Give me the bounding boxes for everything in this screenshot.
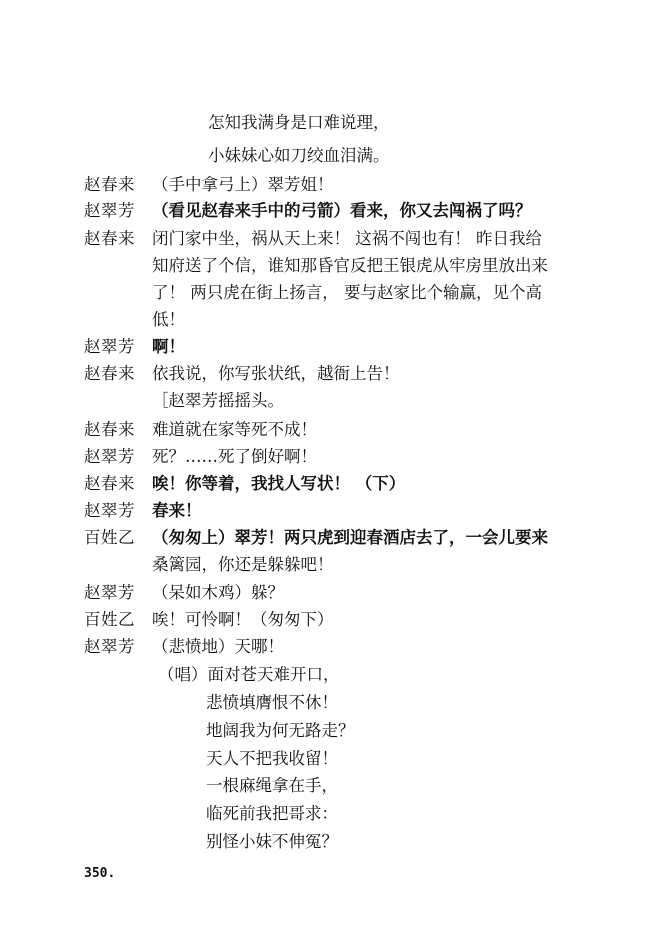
verse-line: 地阔我为何无路走？ bbox=[206, 721, 355, 740]
dialogue-line: 死？……死了倒好啊！ bbox=[152, 447, 317, 466]
dialogue-continuation: 桑篱园，你还是躲躲吧！ bbox=[152, 555, 334, 574]
dialogue-line: （匆匆上）翠芳！两只虎到迎春酒店去了，一会儿要来 bbox=[152, 528, 548, 547]
speaker-name: 百姓乙 bbox=[84, 528, 135, 547]
dialogue-continuation: 低！ bbox=[152, 310, 185, 329]
speaker-name: 赵春来 bbox=[84, 229, 135, 248]
speaker-name: 赵春来 bbox=[84, 474, 135, 493]
speaker-name: 赵翠芳 bbox=[84, 501, 135, 520]
dialogue-line: （呆如木鸡）躲？ bbox=[152, 583, 284, 602]
speaker-name: 赵翠芳 bbox=[84, 447, 135, 466]
verse-line: 悲愤填膺恨不休！ bbox=[206, 693, 338, 712]
speaker-name: 百姓乙 bbox=[84, 610, 135, 629]
dialogue-line: 唉！可怜啊！（匆匆下） bbox=[152, 610, 334, 629]
speaker-name: 赵翠芳 bbox=[84, 337, 135, 356]
dialogue-line: 春来！ bbox=[152, 501, 202, 520]
dialogue-line: （悲愤地）天哪！ bbox=[152, 637, 284, 656]
verse-line: 一根麻绳拿在手， bbox=[206, 776, 338, 795]
dialogue-continuation: 了！ 两只虎在街上扬言， 要与赵家比个输赢，见个高 bbox=[152, 283, 542, 302]
dialogue-continuation: 知府送了个信，谁知那昏官反把王银虎从牢房里放出来 bbox=[152, 256, 548, 275]
stage-direction: ［赵翠芳摇摇头。 bbox=[152, 391, 284, 410]
speaker-name: 赵翠芳 bbox=[84, 583, 135, 602]
dialogue-line: 唉！你等着，我找人写状！ （下） bbox=[152, 474, 406, 493]
dialogue-line: （手中拿弓上）翠芳姐！ bbox=[152, 175, 334, 194]
dialogue-line: 闭门家中坐，祸从天上来！ 这祸不闯也有！ 昨日我给 bbox=[152, 229, 542, 248]
speaker-name: 赵春来 bbox=[84, 175, 135, 194]
verse-line: 怎知我满身是口难说理， bbox=[208, 113, 390, 132]
verse-line: （唱）面对苍天难开口， bbox=[158, 665, 340, 684]
speaker-name: 赵翠芳 bbox=[84, 201, 135, 220]
page-number: 350. bbox=[84, 866, 116, 881]
dialogue-line: 依我说，你写张状纸，越衙上告！ bbox=[152, 364, 400, 383]
dialogue-line: 难道就在家等死不成！ bbox=[152, 420, 317, 439]
dialogue-line: （看见赵春来手中的弓箭）看来，你又去闯祸了吗？ bbox=[152, 201, 532, 220]
speaker-name: 赵春来 bbox=[84, 364, 135, 383]
dialogue-line: 啊！ bbox=[152, 337, 185, 356]
verse-line: 别怪小妹不伸冤？ bbox=[206, 832, 338, 851]
speaker-name: 赵春来 bbox=[84, 420, 135, 439]
verse-line: 临死前我把哥求： bbox=[206, 804, 338, 823]
speaker-name: 赵翠芳 bbox=[84, 637, 135, 656]
verse-line: 小妹妹心如刀绞血泪满。 bbox=[208, 146, 390, 165]
verse-line: 天人不把我收留！ bbox=[206, 749, 338, 768]
